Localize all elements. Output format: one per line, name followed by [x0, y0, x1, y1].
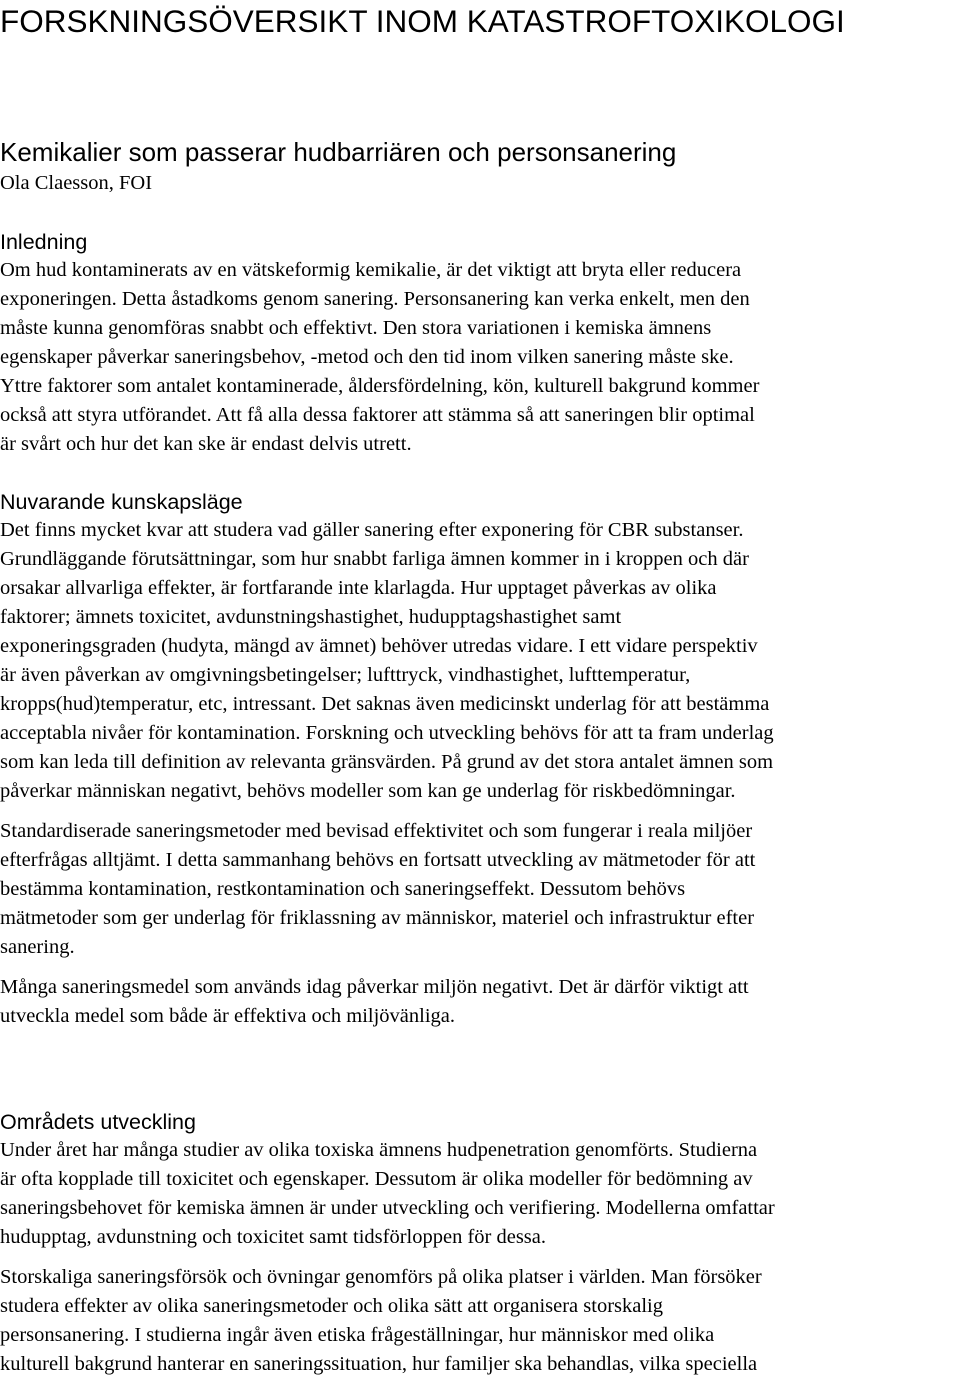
text-line: utveckla medel som både är effektiva och miljövänliga.	[0, 1005, 456, 1027]
text-line: faktorer; ämnets toxicitet, avdunstningshastighet, hudupptagshastighet samt	[0, 606, 622, 628]
paragraph-utveckling-2	[0, 1263, 960, 1379]
text-line: Om hud kontaminerats av en vätskeformig kemikalie, är det viktigt att bryta eller reducera	[0, 259, 742, 281]
text-line: Många saneringsmedel som används idag påverkar miljön negativt. Det är därför viktigt att	[0, 976, 749, 998]
document-title: FORSKNINGSÖVERSIKT INOM KATASTROFTOXIKOLOGI	[0, 3, 845, 39]
text-line: Under året har många studier av olika toxiska ämnens hudpenetration genomförts. Studierna	[0, 1139, 758, 1161]
text-line: är även påverkan av omgivningsbetingelser; lufttryck, vindhastighet, lufttemperatur,	[0, 664, 691, 686]
text-line: måste kunna genomföras snabbt och effektivt. Den stora variationen i kemiska ämnens	[0, 317, 712, 339]
text-line: Yttre faktorer som antalet kontaminerade, åldersfördelning, kön, kulturell bakgrund kommer	[0, 375, 760, 397]
text-line: Grundläggande förutsättningar, som hur snabbt farliga ämnen kommer in i kroppen och där	[0, 548, 749, 570]
text-line: egenskaper påverkar saneringsbehov, -metod och den tid inom vilken sanering måste ske.	[0, 346, 734, 368]
section-heading-utveckling: Områdets utveckling	[0, 1110, 196, 1134]
article-author: Ola Claesson, FOI	[0, 172, 153, 194]
text-line: är ofta kopplade till toxicitet och egenskaper. Dessutom är olika modeller för bedömning av	[0, 1168, 753, 1190]
text-line: också att styra utförandet. Att få alla dessa faktorer att stämma så att saneringen blir optimal	[0, 404, 755, 426]
text-line: kulturell bakgrund hanterar en saneringssituation, hur familjer ska behandlas, vilka speciella	[0, 1353, 758, 1375]
section-heading-inledning: Inledning	[0, 230, 88, 254]
text-line: kropps(hud)temperatur, etc, intressant. Det saknas även medicinskt underlag för att bestämma	[0, 693, 770, 715]
section-omradets-utveckling	[0, 1108, 960, 1379]
section-inledning	[0, 228, 960, 459]
text-line: efterfrågas alltjämt. I detta sammanhang behövs en fortsatt utveckling av mätmetoder för att	[0, 849, 756, 871]
text-line: hudupptag, avdunstning och toxicitet samt tidsförloppen för dessa.	[0, 1226, 547, 1248]
text-line: personsanering. I studierna ingår även etiska frågeställningar, hur människor med olika	[0, 1324, 715, 1346]
text-line: Standardiserade saneringsmetoder med bevisad effektivitet och som fungerar i reala miljöer	[0, 820, 753, 842]
text-line: exponeringsgraden (hudyta, mängd av ämnet) behöver utredas vidare. I ett vidare perspektiv	[0, 635, 758, 657]
text-line: saneringsbehovet för kemiska ämnen är under utveckling och verifiering. Modellerna omfattar	[0, 1197, 775, 1219]
paragraph-inledning-1	[0, 256, 960, 459]
paragraph-nuvarande-2	[0, 817, 960, 962]
text-line: som kan leda till definition av relevanta gränsvärden. På grund av det stora antalet ämnen som	[0, 751, 774, 773]
text-line: sanering.	[0, 936, 75, 958]
section-heading-nuvarande: Nuvarande kunskapsläge	[0, 490, 243, 514]
text-line: är svårt och hur det kan ske är endast delvis utrett.	[0, 433, 412, 455]
text-line: påverkar människan negativt, behövs modeller som kan ge underlag för riskbedömningar.	[0, 780, 736, 802]
paragraph-nuvarande-1	[0, 516, 960, 806]
text-line: mätmetoder som ger underlag för friklassning av människor, materiel och infrastruktur efter	[0, 907, 755, 929]
paragraph-spacer	[0, 1252, 960, 1263]
paragraph-utveckling-1	[0, 1136, 960, 1252]
section-nuvarande-kunskapslage	[0, 488, 960, 1031]
article-title: Kemikalier som passerar hudbarriären och personsanering	[0, 137, 677, 167]
text-line: exponeringen. Detta åstadkoms genom sanering. Personsanering kan verka enkelt, men den	[0, 288, 750, 310]
paragraph-nuvarande-3	[0, 973, 960, 1031]
text-line: orsakar allvarliga effekter, är fortfarande inte klarlagda. Hur upptaget påverkas av olika	[0, 577, 717, 599]
text-line: acceptabla nivåer för kontamination. Forskning och utveckling behövs för att ta fram underlag	[0, 722, 774, 744]
text-line: studera effekter av olika saneringsmetoder och olika sätt att organisera storskalig	[0, 1295, 663, 1317]
text-line: bestämma kontamination, restkontamination och saneringseffekt. Dessutom behövs	[0, 878, 686, 900]
text-line: Storskaliga saneringsförsök och övningar genomförs på olika platser i världen. Man försöker	[0, 1266, 762, 1288]
paragraph-spacer	[0, 806, 960, 817]
paragraph-spacer	[0, 962, 960, 973]
text-line: Det finns mycket kvar att studera vad gäller sanering efter exponering för CBR substanser.	[0, 519, 744, 541]
